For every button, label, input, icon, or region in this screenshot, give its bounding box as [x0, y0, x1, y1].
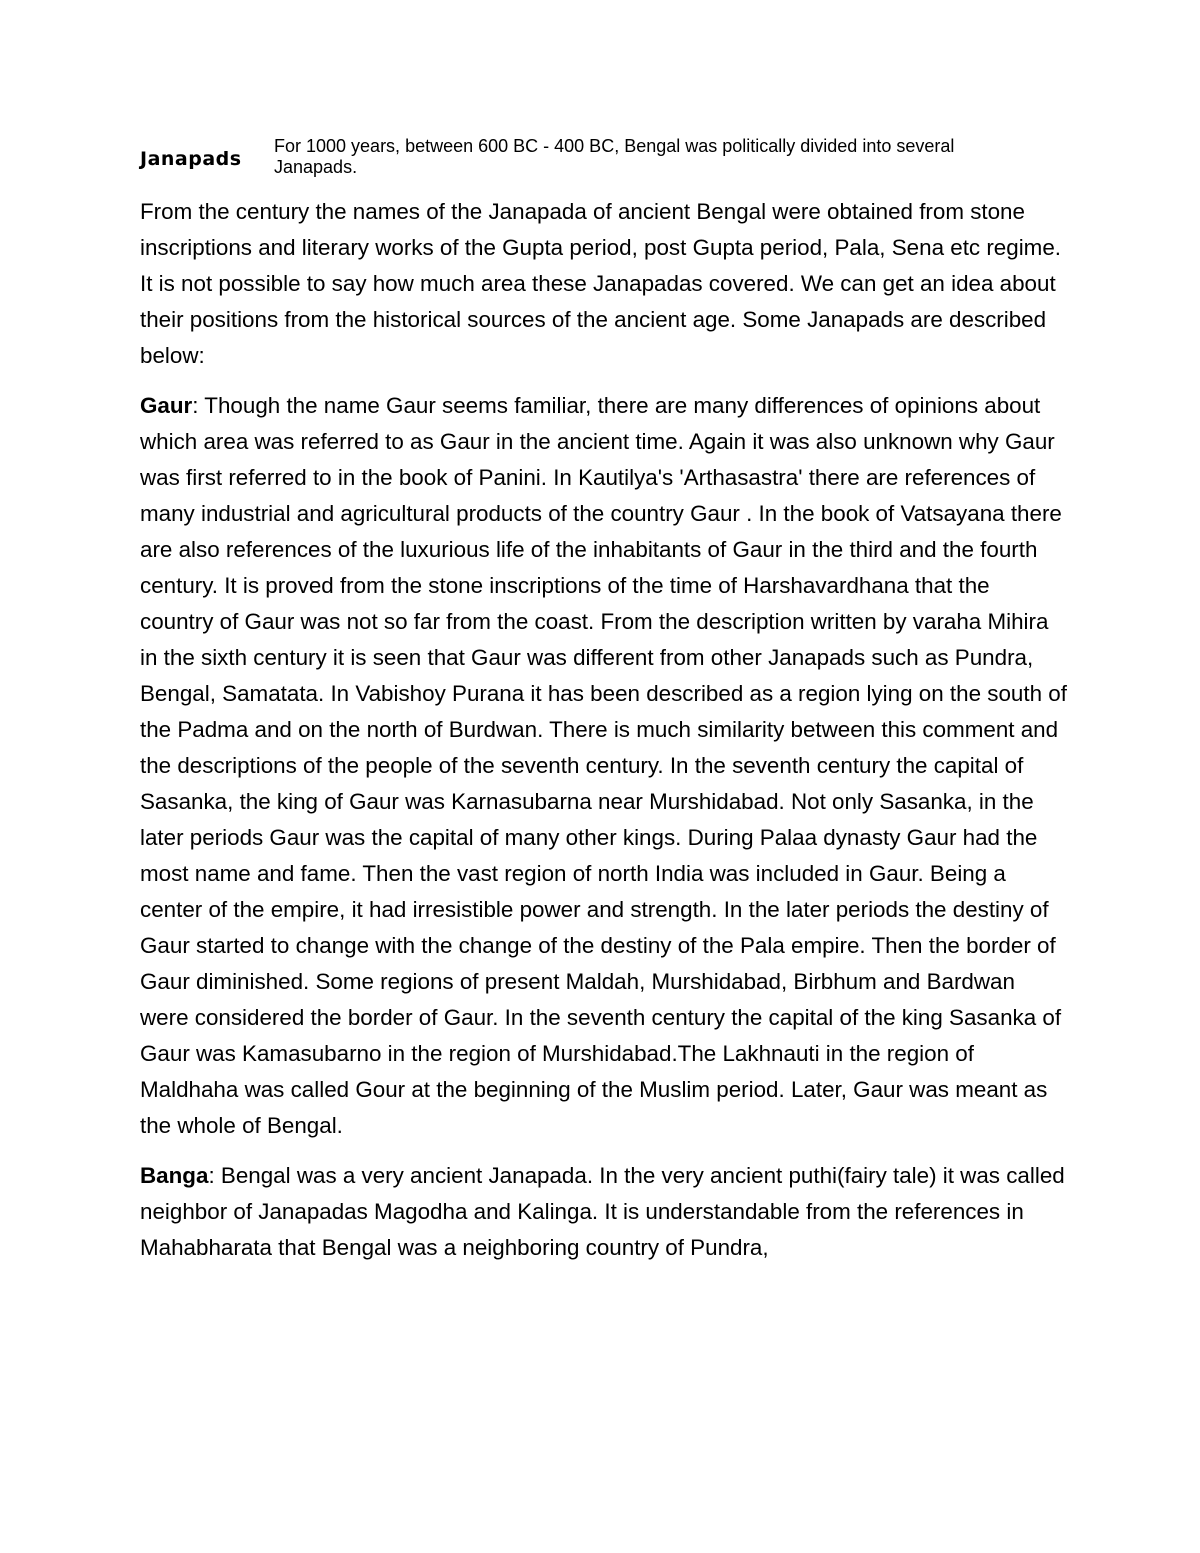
paragraph-banga — [140, 1158, 1068, 1266]
paragraph-gaur — [140, 388, 1068, 1144]
term-banga: Banga — [140, 1163, 209, 1188]
term-gaur: Gaur — [140, 393, 193, 418]
header-note: For 1000 years, between 600 BC - 400 BC, Bengal was politically divided into several Janapads. — [274, 136, 955, 177]
header-row — [140, 134, 1060, 194]
page-title: Janapads — [140, 148, 242, 170]
paragraph-banga-text: : Bengal was a very ancient Janapada. In the very ancient puthi(fairy tale) it was called neighbor of Janapadas Magodha and Kalinga. It is understandable from the references in Mahabharata that Bengal was a neighboring country of Pundra, — [140, 1163, 1065, 1260]
body-text — [140, 194, 1068, 1280]
paragraph-gaur-text: : Though the name Gaur seems familiar, there are many differences of opinions about which area was referred to as Gaur in the ancient time. Again it was also unknown why Gaur was first referred to in the book of Panini. In Kautilya's 'Arthasastra' there are references of many industrial and agricultural products of the country Gaur . In the book of Vatsayana there are also references of the luxurious life of the inhabitants of Gaur in the third and the fourth century. It is proved from the stone inscriptions of the time of Harshavardhana that the country of Gaur was not so far from the coast. From the description written by varaha Mihira in the sixth century it is seen that Gaur was different from other Janapads such as Pundra, Bengal, Samatata. In Vabishoy Purana it has been described as a region lying on the south of the Padma and on the north of Burdwan. There is much similarity between this comment and the descriptions of the people of the seventh century. In the seventh century the capital of Sasanka, the king of Gaur was Karnasubarna near Murshidabad. Not only Sasanka, in the later periods Gaur was the capital of many other kings. During Palaa dynasty Gaur had the most name and fame. Then the vast region of north India was included in Gaur. Being a center of the empire, it had irresistible power and strength. In the later periods the destiny of Gaur started to change with the change of the destiny of the Pala empire. Then the border of Gaur diminished. Some regions of present Maldah, Murshidabad, Birbhum and Bardwan were considered the border of Gaur. In the seventh century the capital of the king Sasanka of Gaur was Kamasubarno in the region of Murshidabad.The Lakhnauti in the region of Maldhaha was called Gour at the beginning of the Muslim period. Later, Gaur was meant as the whole of Bengal. — [140, 393, 1067, 1138]
intro-paragraph: From the century the names of the Janapada of ancient Bengal were obtained from stone inscriptions and literary works of the Gupta period, post Gupta period, Pala, Sena etc regime. It is not possible to say how much area these Janapadas covered. We can get an idea about their positions from the historical sources of the ancient age. Some Janapads are described below: — [140, 199, 1061, 368]
